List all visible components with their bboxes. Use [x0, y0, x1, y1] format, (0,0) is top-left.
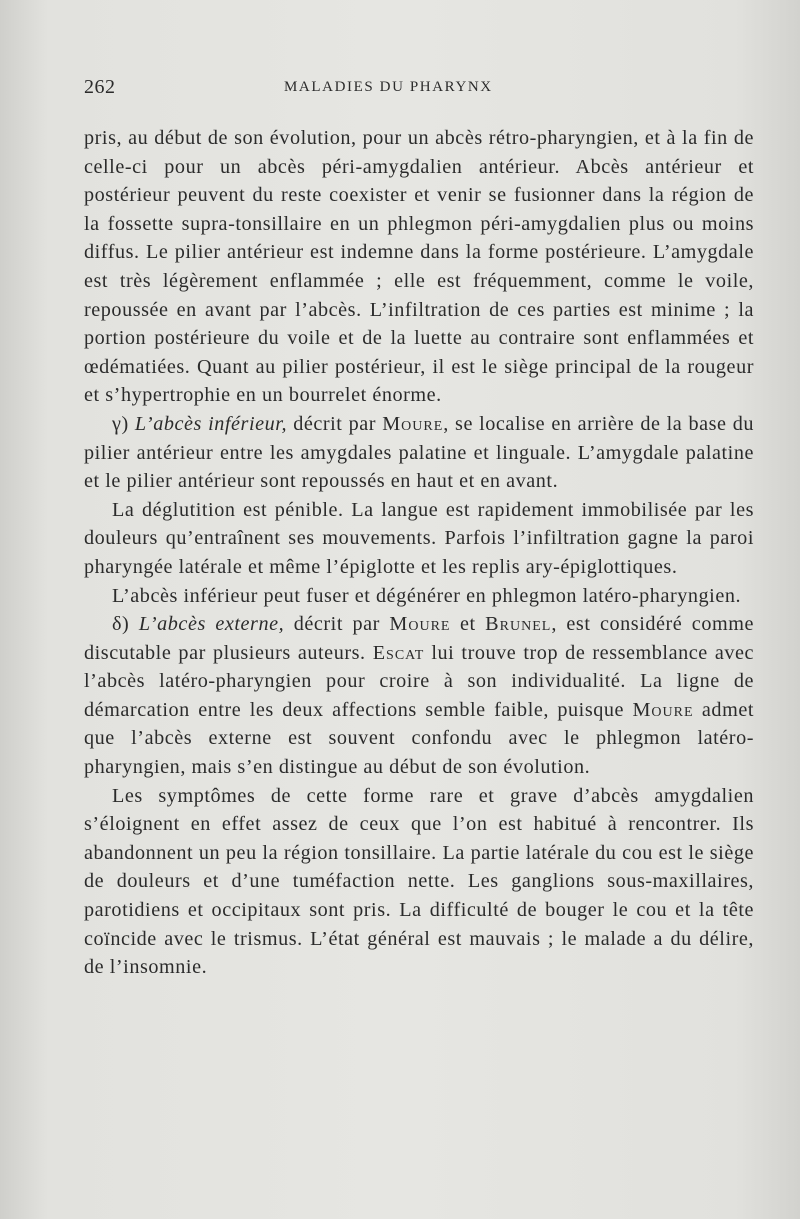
paragraph-fuser: L’abcès inférieur peut fuser et dégénérer en phlegmon latéro-pharyngien.: [112, 584, 742, 607]
author-name: Moure: [389, 613, 451, 636]
paragraph-continuation: pris, au début de son évolution, pour un abcès rétro-pharyngien, et à la fin de celle-ci pour un abcès péri-amygdalien antérieur. Abcès antérieur et postérieur peuvent du reste coexister et venir se fusionner dans la région de la fossette supra-tonsillaire en un phlegmon péri-amygdalien plus ou moins diffus. Le pilier antérieur est indemne dans la forme postérieure. L’amygdale est très légèrement enflammée ; elle est fréquemment, comme le voile, repoussée en avant par l’abcès. L’infiltration de ces parties est minime ; la portion postérieure du voile et de la luette au contraire sont enflammées et œdématiées. Quant au pilier postérieur, il est le siège principal de la rougeur et s’hypertrophie en un bourrelet énorme.: [84, 127, 754, 407]
paragraph-deglutition: La déglutition est pénible. La langue est rapidement immobilisée par les douleurs qu’entraînent ses mouvements. Parfois l’infiltration gagne la paroi pharyngée latérale et même l’épiglotte et les replis ary-épiglottiques.: [84, 498, 754, 578]
author-name: Brunel: [485, 613, 552, 636]
paragraph-abces-inferieur: γ) L’abcès inférieur, décrit par Moure, se localise en arrière de la base du pilier antérieur entre les amygdales palatine et linguale. L’amygdale palatine et le pilier antérieur sont repoussés en haut et en avant.: [84, 412, 754, 493]
list-marker: γ): [112, 412, 135, 435]
body-text: [84, 124, 754, 982]
author-name: Moure: [632, 698, 694, 721]
section-term: L’abcès inférieur,: [134, 412, 288, 435]
running-head: MALADIES DU PHARYNX: [284, 79, 493, 95]
list-marker: δ): [112, 613, 139, 636]
paragraph-abces-externe: δ) L’abcès externe, décrit par Moure et Brunel, est considéré comme discutable par plusieurs auteurs. Escat lui trouve trop de ressemblance avec l’abcès latéro-pharyngien pour croire à son individualité. La ligne de démarcation entre les deux affections semble faible, puisque Moure admet que l’abcès externe est souvent confondu avec le phlegmon latéro-pharyngien, mais s’en distingue au début de son évolution.: [84, 613, 755, 779]
author-name: Escat: [372, 641, 425, 664]
author-name: Moure: [382, 412, 444, 435]
paragraph-symptomes: Les symptômes de cette forme rare et grave d’abcès amygdalien s’éloignent en effet assez de ceux que l’on est habitué à rencontrer. Ils abandonnent un peu la région tonsillaire. La partie latérale du cou est le siège de douleurs et d’une tuméfaction nette. Les ganglions sous-maxillaires, parotidiens et occipitaux sont pris. La difficulté de bouger le cou et la tête coïncide avec le trismus. L’état général est mauvais ; le malade a du délire, de l’insomnie.: [84, 784, 754, 979]
section-term: L’abcès externe,: [138, 613, 285, 636]
page-number: 262: [84, 76, 116, 98]
page-header: [84, 76, 754, 106]
